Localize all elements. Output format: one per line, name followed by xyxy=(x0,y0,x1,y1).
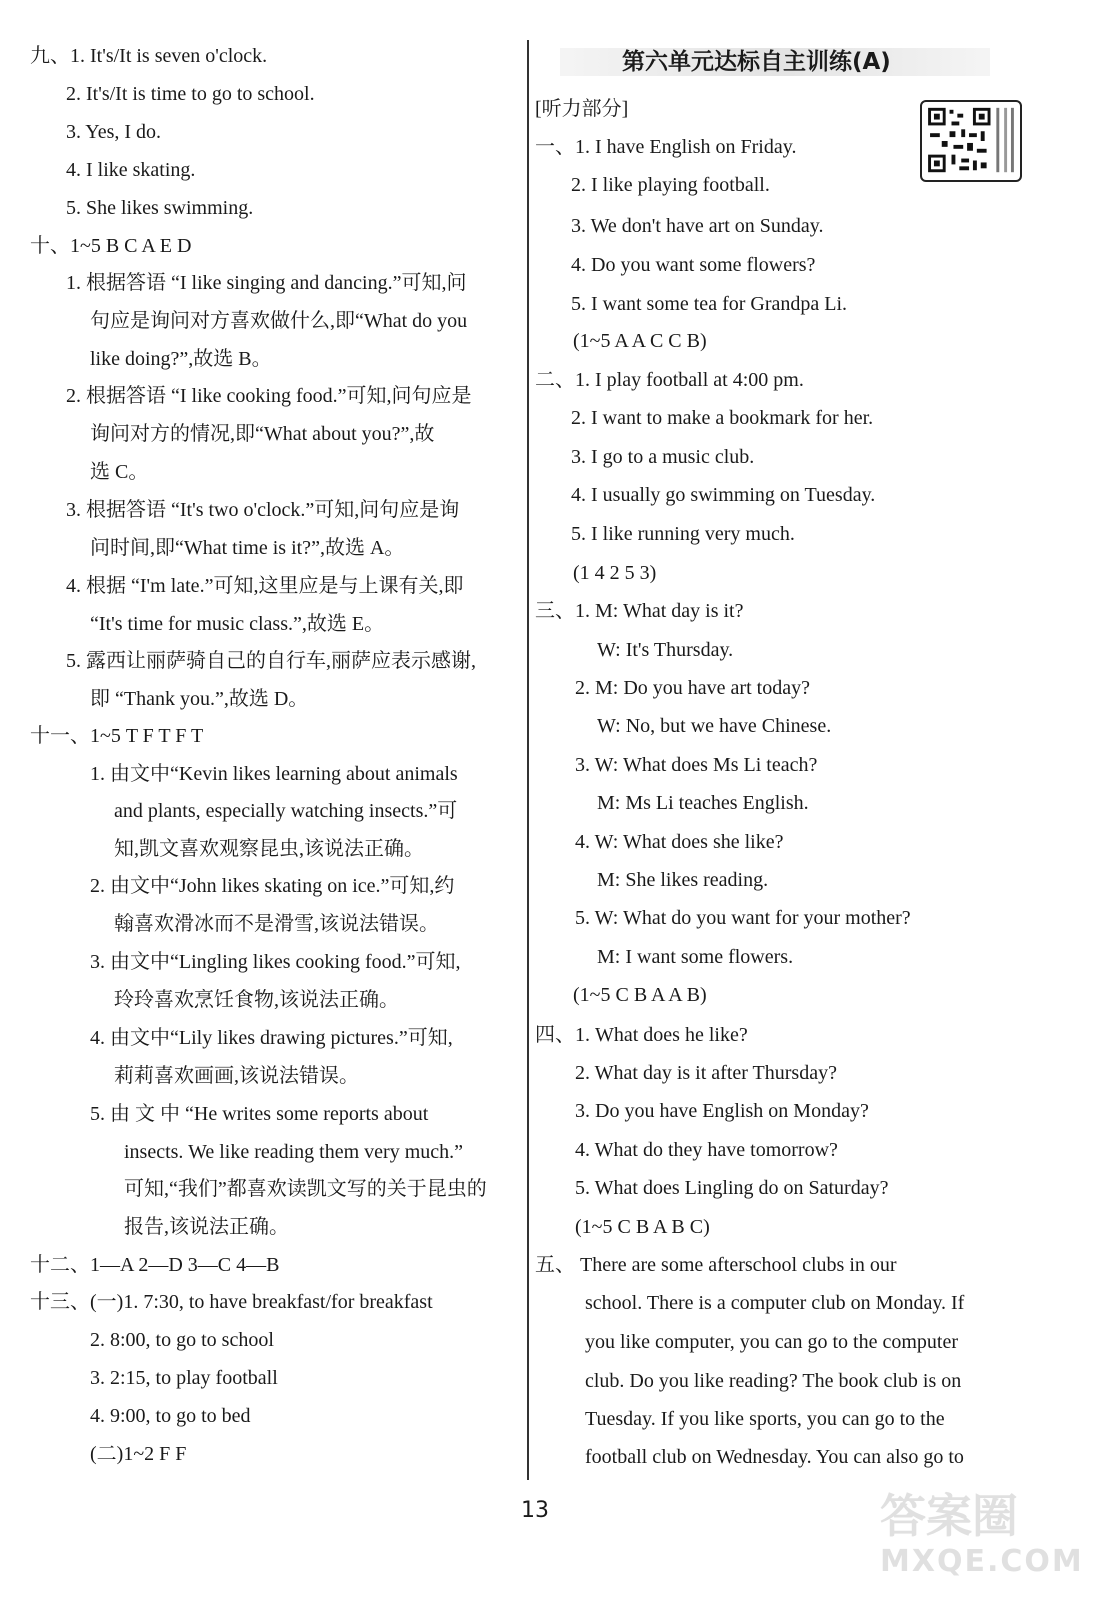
answer-line-left: 翰喜欢滑冰而不是滑雪,该说法错误。 xyxy=(114,913,439,935)
answer-line-left: 1. 由文中“Kevin likes learning about animals xyxy=(90,763,458,785)
answer-line-right: M: I want some flowers. xyxy=(597,946,794,968)
answer-line-right: 3. We don't have art on Sunday. xyxy=(571,215,824,237)
answer-line-right: 2. I want to make a bookmark for her. xyxy=(571,407,874,429)
answer-line-right: 5. I want some tea for Grandpa Li. xyxy=(571,293,848,315)
watermark-bottom: MXQE.COM xyxy=(880,1544,1084,1579)
answer-line-right: football club on Wednesday. You can also go to xyxy=(585,1446,964,1468)
answer-line-left: 4. I like skating. xyxy=(66,159,196,181)
answer-line-right: 2. What day is it after Thursday? xyxy=(575,1062,837,1084)
answer-line-right: 3. W: What does Ms Li teach? xyxy=(575,754,818,776)
answer-line-right: M: Ms Li teaches English. xyxy=(597,792,809,814)
answer-line-right: W: No, but we have Chinese. xyxy=(597,715,832,737)
watermark-logo xyxy=(880,1490,1085,1590)
answer-line-right: 4. I usually go swimming on Tuesday. xyxy=(571,484,876,506)
answer-line-right: you like computer, you can go to the computer xyxy=(585,1331,958,1353)
answer-line-left: 十二、1—A 2—D 3—C 4—B xyxy=(30,1254,280,1276)
answer-line-left: 2. 由文中“John likes skating on ice.”可知,约 xyxy=(90,875,455,897)
qr-code-graphic xyxy=(922,102,1020,180)
answer-line-left: 3. 2:15, to play football xyxy=(90,1367,278,1389)
answer-line-left: 2. 8:00, to go to school xyxy=(90,1329,274,1351)
answer-line-right: [听力部分] xyxy=(535,98,629,120)
answer-line-right: (1~5 C B A B C) xyxy=(575,1216,710,1238)
answer-line-left: 即 “Thank you.”,故选 D。 xyxy=(90,688,309,710)
answer-line-left: 4. 9:00, to go to bed xyxy=(90,1405,251,1427)
answer-line-right: 5. What does Lingling do on Saturday? xyxy=(575,1177,889,1199)
column-divider xyxy=(527,40,529,1480)
answer-line-right: (1 4 2 5 3) xyxy=(573,562,657,584)
answer-line-right: 一、1. I have English on Friday. xyxy=(535,136,797,158)
answer-line-right: 2. M: Do you have art today? xyxy=(575,677,810,699)
answer-line-left: 5. 露西让丽萨骑自己的自行车,丽萨应表示感谢, xyxy=(66,650,476,672)
answer-line-right: 二、1. I play football at 4:00 pm. xyxy=(535,369,804,391)
answer-line-left: 4. 根据 “I'm late.”可知,这里应是与上课有关,即 xyxy=(66,575,464,597)
answer-line-left: 十一、1~5 T F T F T xyxy=(30,725,204,747)
answer-line-left: 选 C。 xyxy=(90,461,149,483)
answer-line-left: 九、1. It's/It is seven o'clock. xyxy=(30,45,268,67)
answer-line-left: 4. 由文中“Lily likes drawing pictures.”可知, xyxy=(90,1027,453,1049)
answer-line-left: 3. 由文中“Lingling likes cooking food.”可知, xyxy=(90,951,461,973)
answer-line-left: 1. 根据答语 “I like singing and dancing.”可知,问 xyxy=(66,272,467,294)
answer-line-right: M: She likes reading. xyxy=(597,869,769,891)
answer-line-right: 3. I go to a music club. xyxy=(571,446,755,468)
answer-line-right: school. There is a computer club on Monday. If xyxy=(585,1292,965,1314)
answer-line-left: insects. We like reading them very much.” xyxy=(124,1141,464,1163)
answer-line-right: 5. I like running very much. xyxy=(571,523,795,545)
answer-line-left: 报告,该说法正确。 xyxy=(124,1216,289,1238)
section-title xyxy=(560,44,990,80)
answer-line-left: 句应是询问对方喜欢做什么,即“What do you xyxy=(90,310,468,332)
answer-line-left: 2. 根据答语 “I like cooking food.”可知,问句应是 xyxy=(66,385,472,407)
answer-line-left: 十、1~5 B C A E D xyxy=(30,235,192,257)
answer-line-right: W: It's Thursday. xyxy=(597,639,734,661)
answer-line-right: (1~5 C B A A B) xyxy=(573,984,707,1006)
answer-line-right: 2. I like playing football. xyxy=(571,174,770,196)
answer-line-left: “It's time for music class.”,故选 E。 xyxy=(90,613,385,635)
watermark-top: 答案圈 xyxy=(880,1489,1018,1543)
answer-line-left: 玲玲喜欢烹饪食物,该说法正确。 xyxy=(114,989,399,1011)
answer-line-left: and plants, especially watching insects.”可 xyxy=(114,800,458,822)
answer-line-left: like doing?”,故选 B。 xyxy=(90,348,272,370)
answer-line-right: 三、1. M: What day is it? xyxy=(535,600,744,622)
answer-line-left: 5. She likes swimming. xyxy=(66,197,254,219)
answer-line-left: 3. 根据答语 “It's two o'clock.”可知,问句应是询 xyxy=(66,499,460,521)
answer-line-left: 询问对方的情况,即“What about you?”,故 xyxy=(90,423,435,445)
answer-line-left: (二)1~2 F F xyxy=(90,1443,187,1465)
answer-line-right: 4. What do they have tomorrow? xyxy=(575,1139,838,1161)
answer-line-right: club. Do you like reading? The book club is on xyxy=(585,1370,962,1392)
answer-line-left: 莉莉喜欢画画,该说法错误。 xyxy=(114,1065,359,1087)
unit-title: 第六单元达标自主训练(A) xyxy=(622,49,891,75)
answer-line-right: 五、 There are some afterschool clubs in our xyxy=(535,1254,897,1276)
answer-line-right: 4. W: What does she like? xyxy=(575,831,784,853)
answer-line-left: 2. It's/It is time to go to school. xyxy=(66,83,315,105)
answer-line-right: Tuesday. If you like sports, you can go to the xyxy=(585,1408,945,1430)
answer-line-left: 问时间,即“What time is it?”,故选 A。 xyxy=(90,537,405,559)
answer-line-left: 十三、(一)1. 7:30, to have breakfast/for breakfast xyxy=(30,1291,433,1313)
page-number: 13 xyxy=(521,1498,549,1523)
answer-line-right: 4. Do you want some flowers? xyxy=(571,254,816,276)
answer-line-right: 3. Do you have English on Monday? xyxy=(575,1100,869,1122)
answer-line-left: 知,凯文喜欢观察昆虫,该说法正确。 xyxy=(114,838,424,860)
answer-line-left: 3. Yes, I do. xyxy=(66,121,162,143)
qr-code-icon[interactable] xyxy=(920,100,1022,182)
answer-line-right: 四、1. What does he like? xyxy=(535,1024,748,1046)
answer-line-left: 可知,“我们”都喜欢读凯文写的关于昆虫的 xyxy=(124,1178,487,1200)
answer-line-right: (1~5 A A C C B) xyxy=(573,330,707,352)
answer-line-right: 5. W: What do you want for your mother? xyxy=(575,907,911,929)
answer-line-left: 5. 由 文 中 “He writes some reports about xyxy=(90,1103,429,1125)
